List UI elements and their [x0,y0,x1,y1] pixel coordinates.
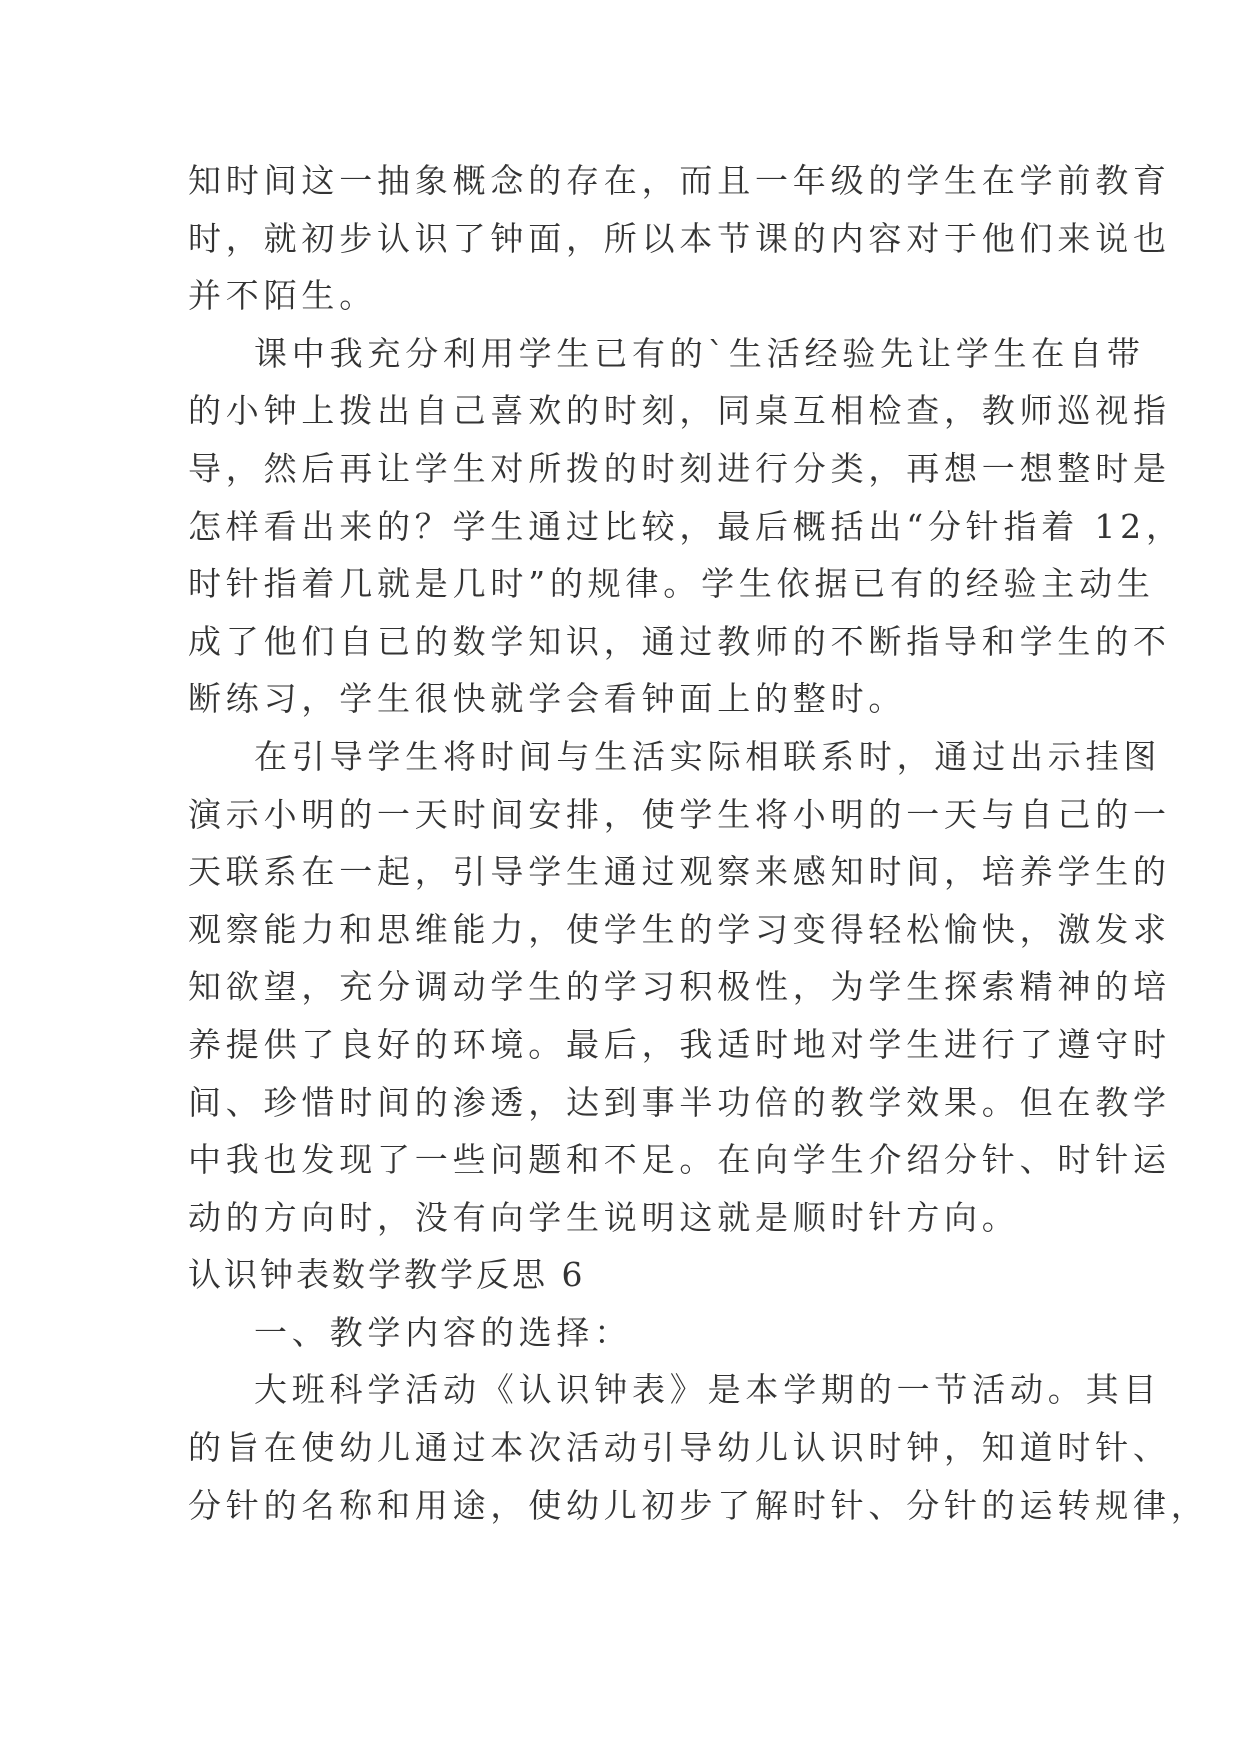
text-line: 大班科学活动《认识钟表》是本学期的一节活动。其目 [254,1370,1162,1410]
text-line: 知欲望，充分调动学生的学习积极性，为学生探索精神的培 [188,967,1171,1007]
text-line: 养提供了良好的环境。最后，我适时地对学生进行了遵守时 [188,1024,1171,1064]
text-line: 的旨在使幼儿通过本次活动引导幼儿认识时钟，知道时针、 [188,1428,1171,1468]
text-line: 的小钟上拨出自己喜欢的时刻，同桌互相检查，教师巡视指 [188,391,1171,431]
paragraph-1 [188,152,1171,325]
section-title: 认识钟表数学教学反思 6 [188,1255,586,1295]
text-line: 断练习，学生很快就学会看钟面上的整时。 [188,679,907,719]
text-line: 时，就初步认识了钟面，所以本节课的内容对于他们来说也 [188,218,1171,258]
text-line: 天联系在一起，引导学生通过观察来感知时间，培养学生的 [188,852,1171,892]
paragraph-2 [188,325,1184,728]
text-line: 间、珍惜时间的渗透，达到事半功倍的教学效果。但在教学 [188,1082,1171,1122]
paragraph-final [188,1361,1209,1534]
text-line: 演示小明的一天时间安排，使学生将小明的一天与自己的一 [188,794,1171,834]
text-line: 观察能力和思维能力，使学生的学习变得轻松愉快，激发求 [188,909,1171,949]
text-line: 分针的名称和用途，使幼儿初步了解时针、分针的运转规律， [188,1485,1209,1525]
text-line: 课中我充分利用学生已有的`生活经验先让学生在自带 [254,333,1145,373]
text-line: 中我也发现了一些问题和不足。在向学生介绍分针、时针运 [188,1140,1171,1180]
text-line: 怎样看出来的？学生通过比较，最后概括出“分针指着 12， [188,506,1184,546]
paragraph-3 [188,728,1171,1246]
document-body [188,152,1209,1534]
text-line: 知时间这一抽象概念的存在，而且一年级的学生在学前教育 [188,161,1171,200]
text-line: 成了他们自已的数学知识，通过教师的不断指导和学生的不 [188,621,1171,661]
text-line: 动的方向时，没有向学生说明这就是顺时针方向。 [188,1197,1020,1237]
text-line: 并不陌生。 [188,276,377,316]
text-line: 时针指着几就是几时”的规律。学生依据已有的经验主动生 [188,564,1155,604]
text-line: 导，然后再让学生对所拨的时刻进行分类，再想一想整时是 [188,448,1171,488]
subsection-heading: 一、教学内容的选择： [254,1312,632,1352]
text-line: 在引导学生将时间与生活实际相联系时，通过出示挂图 [254,736,1162,776]
